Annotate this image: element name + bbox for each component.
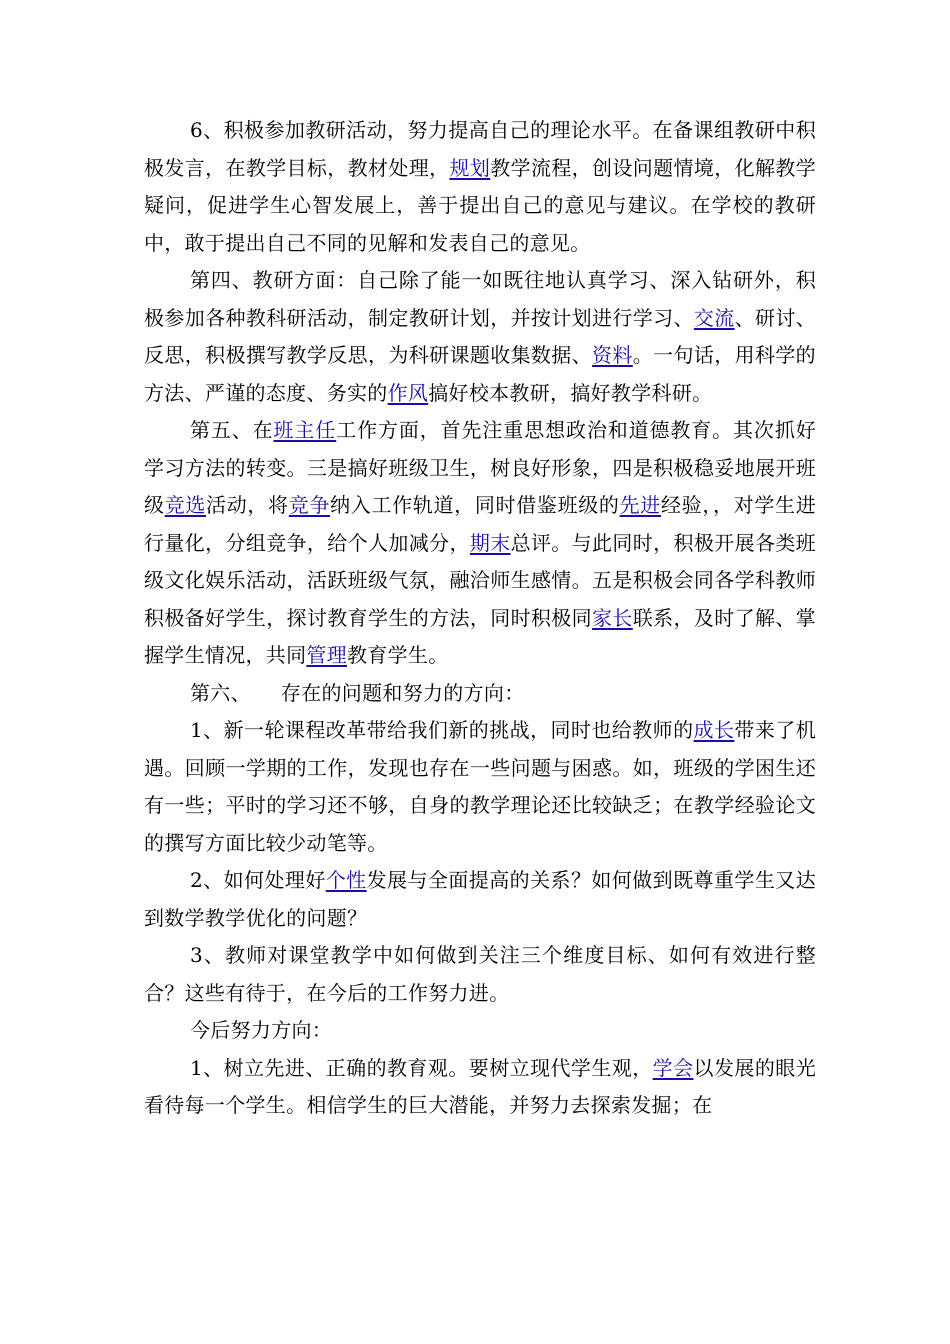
keyword-link[interactable]: 竞争	[288, 493, 331, 517]
keyword-link[interactable]: 交流	[693, 305, 735, 330]
body-paragraph	[144, 937, 816, 1012]
body-paragraph	[144, 712, 816, 862]
body-paragraph	[144, 262, 816, 412]
paragraph-text: 。一句话，用科学的方法、严谨的态度、务实的	[144, 343, 816, 405]
keyword-link[interactable]: 竞选	[164, 493, 207, 517]
paragraph-text: 以发展的眼光看待每一个学生。相信学生的巨大潜能，并努力去探索发掘；在	[144, 1055, 816, 1117]
paragraph-text: 搞好校本教研，搞好教学科研。	[428, 380, 713, 405]
paragraph-text: 第五、在	[190, 418, 274, 442]
paragraph-text: 教育学生。	[347, 643, 449, 667]
keyword-link[interactable]: 个性	[325, 868, 367, 892]
paragraph-text: 2、如何处理好	[190, 868, 326, 892]
keyword-link[interactable]: 家长	[592, 605, 633, 630]
keyword-link[interactable]: 作风	[387, 380, 429, 405]
paragraph-text: 、研讨、反思，积极撰写教学反思，为科研课题收集数据、	[144, 305, 816, 367]
body-paragraph	[144, 112, 816, 262]
paragraph-text: 第六、	[190, 680, 251, 705]
keyword-link[interactable]: 先进	[619, 493, 661, 517]
paragraph-text: 经验，，对学生进行量化，分组竞争，给个人加减分，	[144, 493, 817, 555]
paragraph-text: 总评。与此同时，积极开展各类班级文化娱乐活动，活跃班级气氛，融洽师生感情。五是积极会同各学科教师积极备好学生，探讨教育学生的方法，同时积极同	[144, 530, 816, 630]
body-paragraph	[144, 862, 816, 937]
keyword-link[interactable]: 规划	[449, 155, 491, 180]
keyword-link[interactable]: 班主任	[273, 418, 337, 442]
body-paragraph	[144, 412, 816, 675]
paragraph-text: 6、积极参加教研活动，努力提高自己的理论水平。在备课组教研中积极发言，在教学目标，教材处理，	[144, 118, 816, 180]
keyword-link[interactable]: 成长	[693, 718, 735, 742]
paragraph-text: 工作方面，首先注重思想政治和道德教育。其次抓好学习方法的转变。三是搞好班级卫生，树良好形象，四是积极稳妥地展开班级	[144, 418, 817, 517]
paragraph-text: 纳入工作轨道，同时借鉴班级的	[330, 493, 620, 517]
keyword-link[interactable]: 期末	[469, 530, 511, 555]
paragraph-text: 带来了机遇。回顾一学期的工作，发现也存在一些问题与困惑。如，班级的学困生还有一些；平时的学习还不够，自身的教学理论还比较缺乏；在教学经验论文的撰写方面比较少动笔等。	[144, 718, 817, 855]
paragraph-text: 1、树立先进、正确的教育观。要树立现代学生观，	[190, 1055, 653, 1080]
paragraph-text: 第四、教研方面：自己除了能一如既往地认真学习、深入钻研外，积极参加各种教科研活动，制定教研计划，并按计划进行学习、	[144, 268, 816, 330]
body-paragraph	[144, 675, 816, 713]
paragraph-text: 发展与全面提高的关系？如何做到既尊重学生又达到数学教学优化的问题？	[144, 868, 816, 930]
paragraph-text: 教学流程，创设问题情境，化解教学疑问，促进学生心智发展上，善于提出自己的意见与建议。在学校的教研中，敢于提出自己不同的见解和发表自己的意见。	[144, 155, 816, 255]
document-page	[144, 112, 816, 1125]
body-paragraph	[144, 1050, 816, 1125]
keyword-link[interactable]: 资料	[592, 343, 633, 367]
keyword-link[interactable]: 学会	[652, 1055, 694, 1080]
body-paragraph	[144, 1012, 816, 1050]
paragraph-text: 活动，将	[206, 493, 289, 517]
keyword-link[interactable]: 管理	[306, 643, 348, 667]
paragraph-text: 今后努力方向：	[190, 1018, 333, 1042]
paragraph-text: 联系，及时了解、掌握学生情况，共同	[144, 605, 816, 667]
paragraph-text: 存在的问题和努力的方向：	[280, 680, 525, 705]
paragraph-text: 3、教师对课堂教学中如何做到关注三个维度目标、如何有效进行整合？这些有待于，在今后的工作努力进。	[144, 943, 816, 1005]
paragraph-text: 1、新一轮课程改革带给我们新的挑战，同时也给教师的	[190, 718, 694, 742]
